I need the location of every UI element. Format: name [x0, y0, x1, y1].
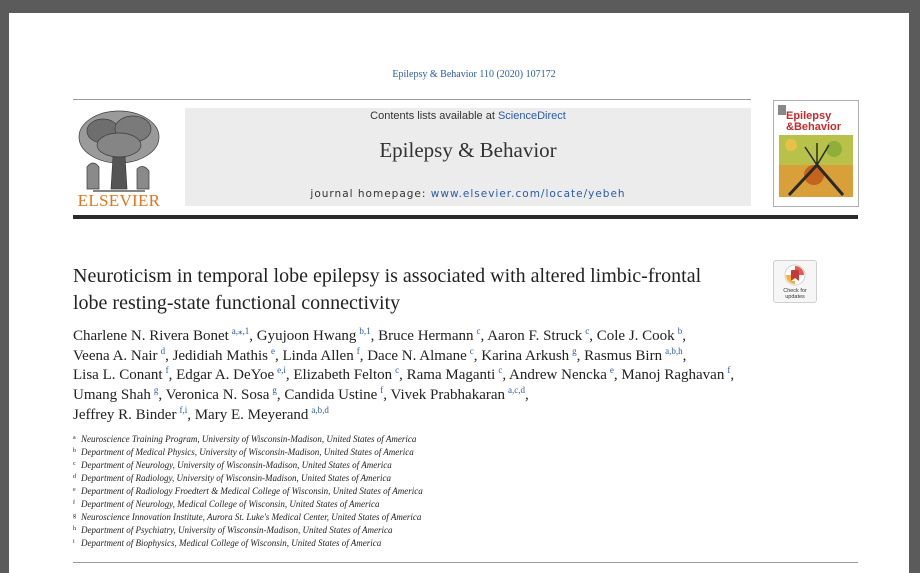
- author-affiliation-marks[interactable]: c: [585, 326, 590, 336]
- journal-cover[interactable]: [773, 100, 859, 207]
- affiliation-item: i Department of Biophysics, Medical College of Wisconsin, United States of America: [73, 538, 382, 548]
- author-name[interactable]: [194, 404, 329, 423]
- contents-prefix: Contents lists available at: [370, 110, 498, 122]
- author-name-text[interactable]: Veena A. Nair: [73, 347, 158, 364]
- journal-title: Epilepsy & Behavior: [379, 138, 557, 162]
- affiliation-text: Department of Radiology, University of Wisconsin-Madison, United States of America: [81, 473, 392, 483]
- author-name[interactable]: [391, 387, 525, 403]
- author-name[interactable]: [407, 367, 503, 383]
- sciencedirect-link[interactable]: ScienceDirect: [497, 110, 566, 122]
- header-top-rule: [73, 99, 751, 100]
- author-name-text[interactable]: Bruce Hermann: [378, 328, 474, 344]
- author-name-text[interactable]: Cole J. Cook: [596, 328, 675, 344]
- crossmark-icon: [784, 264, 806, 286]
- author-name-text[interactable]: Gyujoon Hwang: [256, 328, 357, 344]
- author-name-text[interactable]: Veronica N. Sosa: [165, 387, 270, 404]
- journal-homepage-line: [185, 188, 751, 200]
- author-affiliation-marks[interactable]: f: [380, 385, 384, 396]
- affiliation-list: [73, 433, 773, 550]
- author-name-text[interactable]: Karina Arkush: [481, 347, 570, 364]
- article-page: [9, 13, 909, 573]
- author-name-text[interactable]: Jedidiah Mathis: [172, 347, 268, 364]
- affiliation-text: Department of Psychiatry, University of Wisconsin-Madison, United States of America: [81, 525, 393, 535]
- author-affiliation-marks[interactable]: a,b,h: [665, 345, 683, 356]
- affiliation-item: h Department of Psychiatry, University of Wisconsin-Madison, United States of America: [73, 525, 393, 535]
- cover-publisher-icon: [778, 105, 786, 115]
- affiliations-bottom-rule: [73, 562, 858, 563]
- author-name-text[interactable]: Umang Shah: [73, 387, 151, 404]
- author-name-text[interactable]: Elizabeth Felton: [293, 367, 393, 384]
- author-name-text[interactable]: Lisa L. Conant: [73, 367, 163, 384]
- author-affiliation-marks[interactable]: a,⁎,1: [231, 326, 250, 336]
- author-name[interactable]: [378, 328, 480, 344]
- author-name[interactable]: [487, 328, 589, 344]
- author-affiliation-marks[interactable]: c: [498, 365, 503, 376]
- author-name[interactable]: [73, 367, 169, 383]
- author-affiliation-marks[interactable]: d: [160, 345, 166, 356]
- affiliation-item: a Neuroscience Training Program, University of Wisconsin-Madison, United States of America: [73, 434, 417, 444]
- affiliation-text: Department of Neurology, University of Wisconsin-Madison, United States of America: [81, 460, 392, 470]
- author-affiliation-marks[interactable]: e,i: [277, 365, 286, 376]
- affiliation-text: Department of Biophysics, Medical College of Wisconsin, United States of America: [81, 538, 382, 548]
- author-name[interactable]: [621, 367, 730, 383]
- author-name[interactable]: [73, 345, 166, 364]
- author-name[interactable]: [509, 367, 614, 383]
- author-name-text[interactable]: Dace N. Almane: [367, 347, 467, 364]
- article-title: Neuroticism in temporal lobe epilepsy is associated with altered limbic-frontal lobe resting-state functional connectivity: [73, 265, 702, 314]
- author-affiliation-marks[interactable]: f: [165, 365, 169, 376]
- author-name[interactable]: [481, 345, 577, 364]
- header-thick-rule: [73, 215, 858, 219]
- affiliation-text: Department of Radiology Froedtert & Medical College of Wisconsin, United States of America: [81, 486, 423, 496]
- elsevier-wordmark[interactable]: ELSEVIER: [77, 191, 161, 210]
- author-affiliation-marks[interactable]: a,b,d: [311, 404, 329, 415]
- journal-reference[interactable]: Epilepsy & Behavior 110 (2020) 107172: [392, 69, 556, 80]
- author-name[interactable]: [367, 345, 474, 364]
- author-list: Charlene N. Rivera Bonet $^{a,⁎,1}$, Gyujoon Hwang $^{b,1}$, Bruce Hermann $^c$, Aaron F. Struck $^c$, Cole J. Cook $^b$, Veena A. Nair $^d$, Jedidiah Mathis $^e$, Linda Allen $^f$, Dace N. Almane $^c$, Karina Arkush $^g$, Rasmus Birn $^{a,b,h}$, Lisa L. Conant $^f$, Edgar A. DeYoe $^{e,i}$, Elizabeth Felton $^c$, Rama Maganti $^c$, Andrew Nencka $^e$, Manoj Raghavan $^f$, Umang Shah $^g$, Veronica N. Sosa $^g$, Candida Ustine $^f$, Vivek Prabhakaran $^{a,c,d}$, Jeffrey R. Binder $^{f,i}$, Mary E. Meyerand $^{a,b,d}$: [73, 326, 735, 423]
- affiliation-item: g Neuroscience Innovation Institute, Aurora St. Luke's Medical Center, United States of America: [73, 512, 422, 522]
- crossmark-label: [774, 288, 816, 300]
- author-name[interactable]: [284, 387, 383, 403]
- author-name-text[interactable]: Aaron F. Struck: [487, 328, 583, 344]
- affiliation-item: b Department of Medical Physics, University of Wisconsin-Madison, United States of America: [73, 447, 414, 457]
- author-affiliation-marks[interactable]: b,1: [359, 326, 371, 336]
- author-name-text[interactable]: Mary E. Meyerand: [194, 406, 309, 423]
- author-affiliation-marks[interactable]: e: [609, 365, 614, 376]
- author-name[interactable]: [293, 367, 399, 383]
- author-affiliation-marks[interactable]: f,i: [179, 404, 188, 415]
- author-affiliation-marks[interactable]: e: [270, 345, 275, 356]
- cover-artwork: [779, 135, 853, 197]
- author-name[interactable]: [166, 387, 277, 403]
- author-affiliation-marks[interactable]: f: [727, 365, 731, 376]
- author-name[interactable]: [584, 345, 683, 364]
- affiliation-item: f Department of Neurology, Medical College of Wisconsin, United States of America: [73, 499, 380, 509]
- author-name-text[interactable]: Vivek Prabhakaran: [390, 387, 506, 404]
- author-name[interactable]: [73, 328, 249, 344]
- cover-title-line2: &Behavior: [786, 121, 842, 133]
- cover-title: [786, 111, 852, 133]
- author-name-text[interactable]: Andrew Nencka: [509, 367, 607, 384]
- author-affiliation-marks[interactable]: f: [356, 345, 360, 356]
- author-name-text[interactable]: Charlene N. Rivera Bonet: [73, 328, 229, 344]
- author-name-text[interactable]: Manoj Raghavan: [621, 367, 725, 384]
- homepage-prefix: journal homepage:: [310, 188, 431, 200]
- author-affiliation-marks[interactable]: g: [272, 385, 277, 396]
- author-name[interactable]: [597, 328, 682, 344]
- crossmark-label-line2: updates: [785, 294, 805, 300]
- homepage-link[interactable]: www.elsevier.com/locate/yebeh: [430, 188, 626, 200]
- affiliation-item: e Department of Radiology Froedtert & Medical College of Wisconsin, United States of America: [73, 486, 423, 496]
- author-name-text[interactable]: Rama Maganti: [406, 367, 496, 384]
- check-for-updates-button[interactable]: [773, 260, 817, 303]
- affiliation-item: d Department of Radiology, University of Wisconsin-Madison, United States of America: [73, 473, 392, 483]
- author-affiliation-marks[interactable]: c: [395, 365, 400, 376]
- author-name[interactable]: [73, 387, 158, 403]
- cover-title-line1: Epilepsy: [786, 110, 832, 122]
- author-affiliation-marks[interactable]: c: [476, 326, 481, 336]
- author-affiliation-marks[interactable]: b: [677, 326, 683, 336]
- affiliation-text: Department of Medical Physics, University of Wisconsin-Madison, United States of America: [81, 447, 414, 457]
- author-affiliation-marks[interactable]: g: [153, 385, 159, 396]
- author-name[interactable]: [257, 328, 371, 344]
- author-name-text[interactable]: Candida Ustine: [284, 387, 378, 404]
- author-name[interactable]: [172, 345, 275, 364]
- contents-line: [185, 110, 751, 122]
- affiliation-text: Neuroscience Innovation Institute, Aurora St. Luke's Medical Center, United States of America: [81, 512, 422, 522]
- author-affiliation-marks[interactable]: a,c,d: [508, 385, 526, 396]
- affiliation-item: c Department of Neurology, University of Wisconsin-Madison, United States of America: [73, 460, 392, 470]
- author-name[interactable]: [176, 367, 286, 383]
- author-name[interactable]: [73, 404, 188, 423]
- author-name[interactable]: [282, 345, 360, 364]
- affiliation-text: Neuroscience Training Program, University of Wisconsin-Madison, United States of America: [81, 434, 417, 444]
- author-name-text[interactable]: Edgar A. DeYoe: [176, 367, 275, 384]
- author-affiliation-marks[interactable]: g: [572, 345, 577, 356]
- author-affiliation-marks[interactable]: c: [469, 345, 474, 356]
- journal-banner: [185, 108, 751, 206]
- author-name-text[interactable]: Jeffrey R. Binder: [73, 406, 177, 423]
- author-name-text[interactable]: Rasmus Birn: [584, 347, 663, 364]
- affiliation-text: Department of Neurology, Medical College of Wisconsin, United States of America: [81, 499, 380, 509]
- crossmark-label-line1: Check for: [783, 288, 807, 294]
- author-name-text[interactable]: Linda Allen: [282, 347, 354, 364]
